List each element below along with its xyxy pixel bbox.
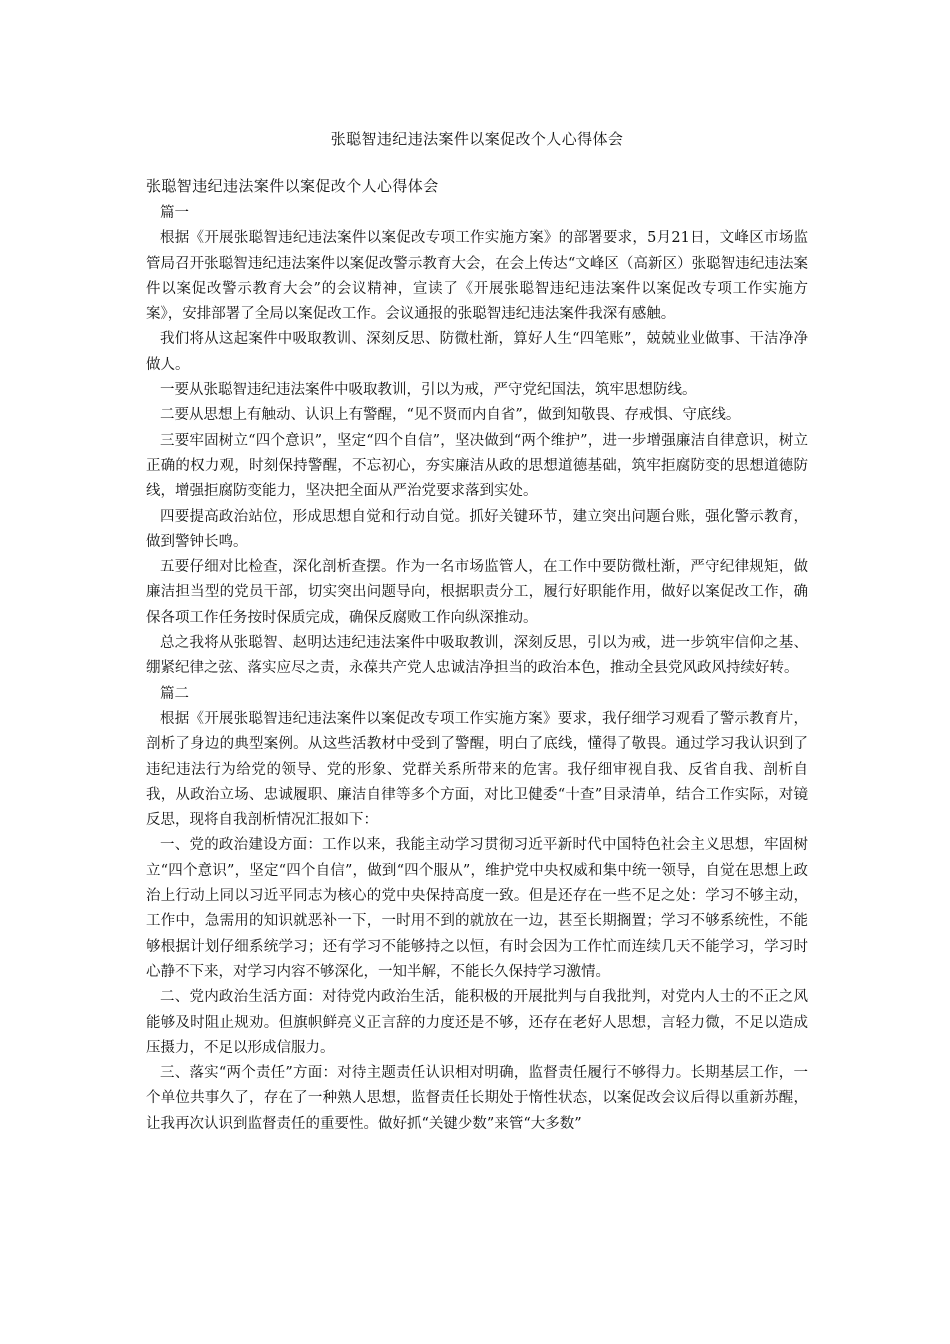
paragraph: 我们将从这起案件中吸取教训、深刻反思、防微杜渐，算好人生“四笔账”，兢兢业业做事、干洁净净做人。 [146,331,808,373]
section-heading: 篇一 [160,205,189,221]
paragraph: 四要提高政治站位，形成思想自觉和行动自觉。抓好关键环节，建立突出问题台账，强化警示教育，做到警钟长鸣。 [146,508,808,550]
paragraph: 一、党的政治建设方面：工作以来，我能主动学习贯彻习近平新时代中国特色社会主义思想，牢固树立“四个意识”，坚定“四个自信”，做到“四个服从”，维护党中央权威和集中统一领导，自觉在思想上政治上行动上同以习近平同志为核心的党中央保持高度一致。但是还存在一些不足之处：学习不够主动，工作中，急需用的知识就恶补一下，一时用不到的就放在一边，甚至长期搁置；学习不够系统性，不能够根据计划仔细系统学习；还有学习不能够持之以恒，有时会因为工作忙而连续几天不能学习，学习时心静不下来，对学习内容不够深化，一知半解，不能长久保持学习激情。 [146,837,808,980]
paragraph: 二、党内政治生活方面：对待党内政治生活，能积极的开展批判与自我批判，对党内人士的不正之风能够及时阻止规劝。但旗帜鲜亮义正言辞的力度还是不够，还存在老好人思想，言轻力微，不足以造成压摄力，不足以形成信服力。 [146,989,808,1056]
paragraph: 三、落实“两个责任”方面：对待主题责任认识相对明确，监督责任履行不够得力。长期基层工作，一个单位共事久了，存在了一种熟人思想，监督责任长期处于惰性状态，以案促改会议后得以重新苏醒，让我再次认识到监督责任的重要性。做好抓“关键少数”来管“大多数” [146,1065,808,1132]
paragraph: 根据《开展张聪智违纪违法案件以案促改专项工作实施方案》的部署要求，5月21日，文峰区市场监管局召开张聪智违纪违法案件以案促改警示教育大会，在会上传达“文峰区（高新区）张聪智违纪违法案件以案促改警示教育大会”的会议精神，宣读了《开展张聪智违纪违法案件以案促改专项工作实施方案》，安排部署了全局以案促改工作。会议通报的张聪智违纪违法案件我深有感触。 [146,230,808,323]
paragraph: 三要牢固树立“四个意识”，坚定“四个自信”，坚决做到“两个维护”，进一步增强廉洁自律意识，树立正确的权力观，时刻保持警醒，不忘初心，夯实廉洁从政的思想道德基础，筑牢拒腐防变的思想道德防线，增强拒腐防变能力，坚决把全面从严治党要求落到实处。 [146,432,808,500]
section-heading: 篇二 [160,685,189,702]
document-subtitle: 张聪智违纪违法案件以案促改个人心得体会 [146,177,439,195]
paragraph: 五要仔细对比检查，深化剖析查摆。作为一名市场监管人，在工作中要防微杜渐，严守纪律规矩，做廉洁担当型的党员干部，切实突出问题导向，根据职责分工，履行好职能作用，做好以案促改工作，确保各项工作任务按时保质完成，确保反腐败工作向纵深推动。 [146,559,808,626]
document-title: 张聪智违纪违法案件以案促改个人心得体会 [330,130,624,148]
paragraph: 一要从张聪智违纪违法案件中吸取教训，引以为戒，严守党纪国法，筑牢思想防线。 [160,382,697,399]
paragraph: 根据《开展张聪智违纪违法案件以案促改专项工作实施方案》要求，我仔细学习观看了警示教育片，剖析了身边的典型案例。从这些活教材中受到了警醒，明白了底线，懂得了敬畏。通过学习我认识到了违纪违法行为给党的领导、党的形象、党群关系所带来的危害。我仔细审视自我、反省自我、剖析自我，从政治立场、忠诚履职、廉洁自律等多个方面，对比卫健委“十查”目录清单，结合工作实际，对镜反思，现将自我剖析情况汇报如下： [146,710,808,829]
paragraph: 二要从思想上有触动、认识上有警醒，“见不贤而内自省”，做到知敬畏、存戒惧、守底线。 [160,407,741,424]
paragraph: 总之我将从张聪智、赵明达违纪违法案件中吸取教训，深刻反思，引以为戒，进一步筑牢信仰之基、绷紧纪律之弦、落实应尽之责，永葆共产党人忠诚洁净担当的政治本色，推动全县党风政风持续好转。 [146,635,808,677]
document-body [146,201,808,1137]
